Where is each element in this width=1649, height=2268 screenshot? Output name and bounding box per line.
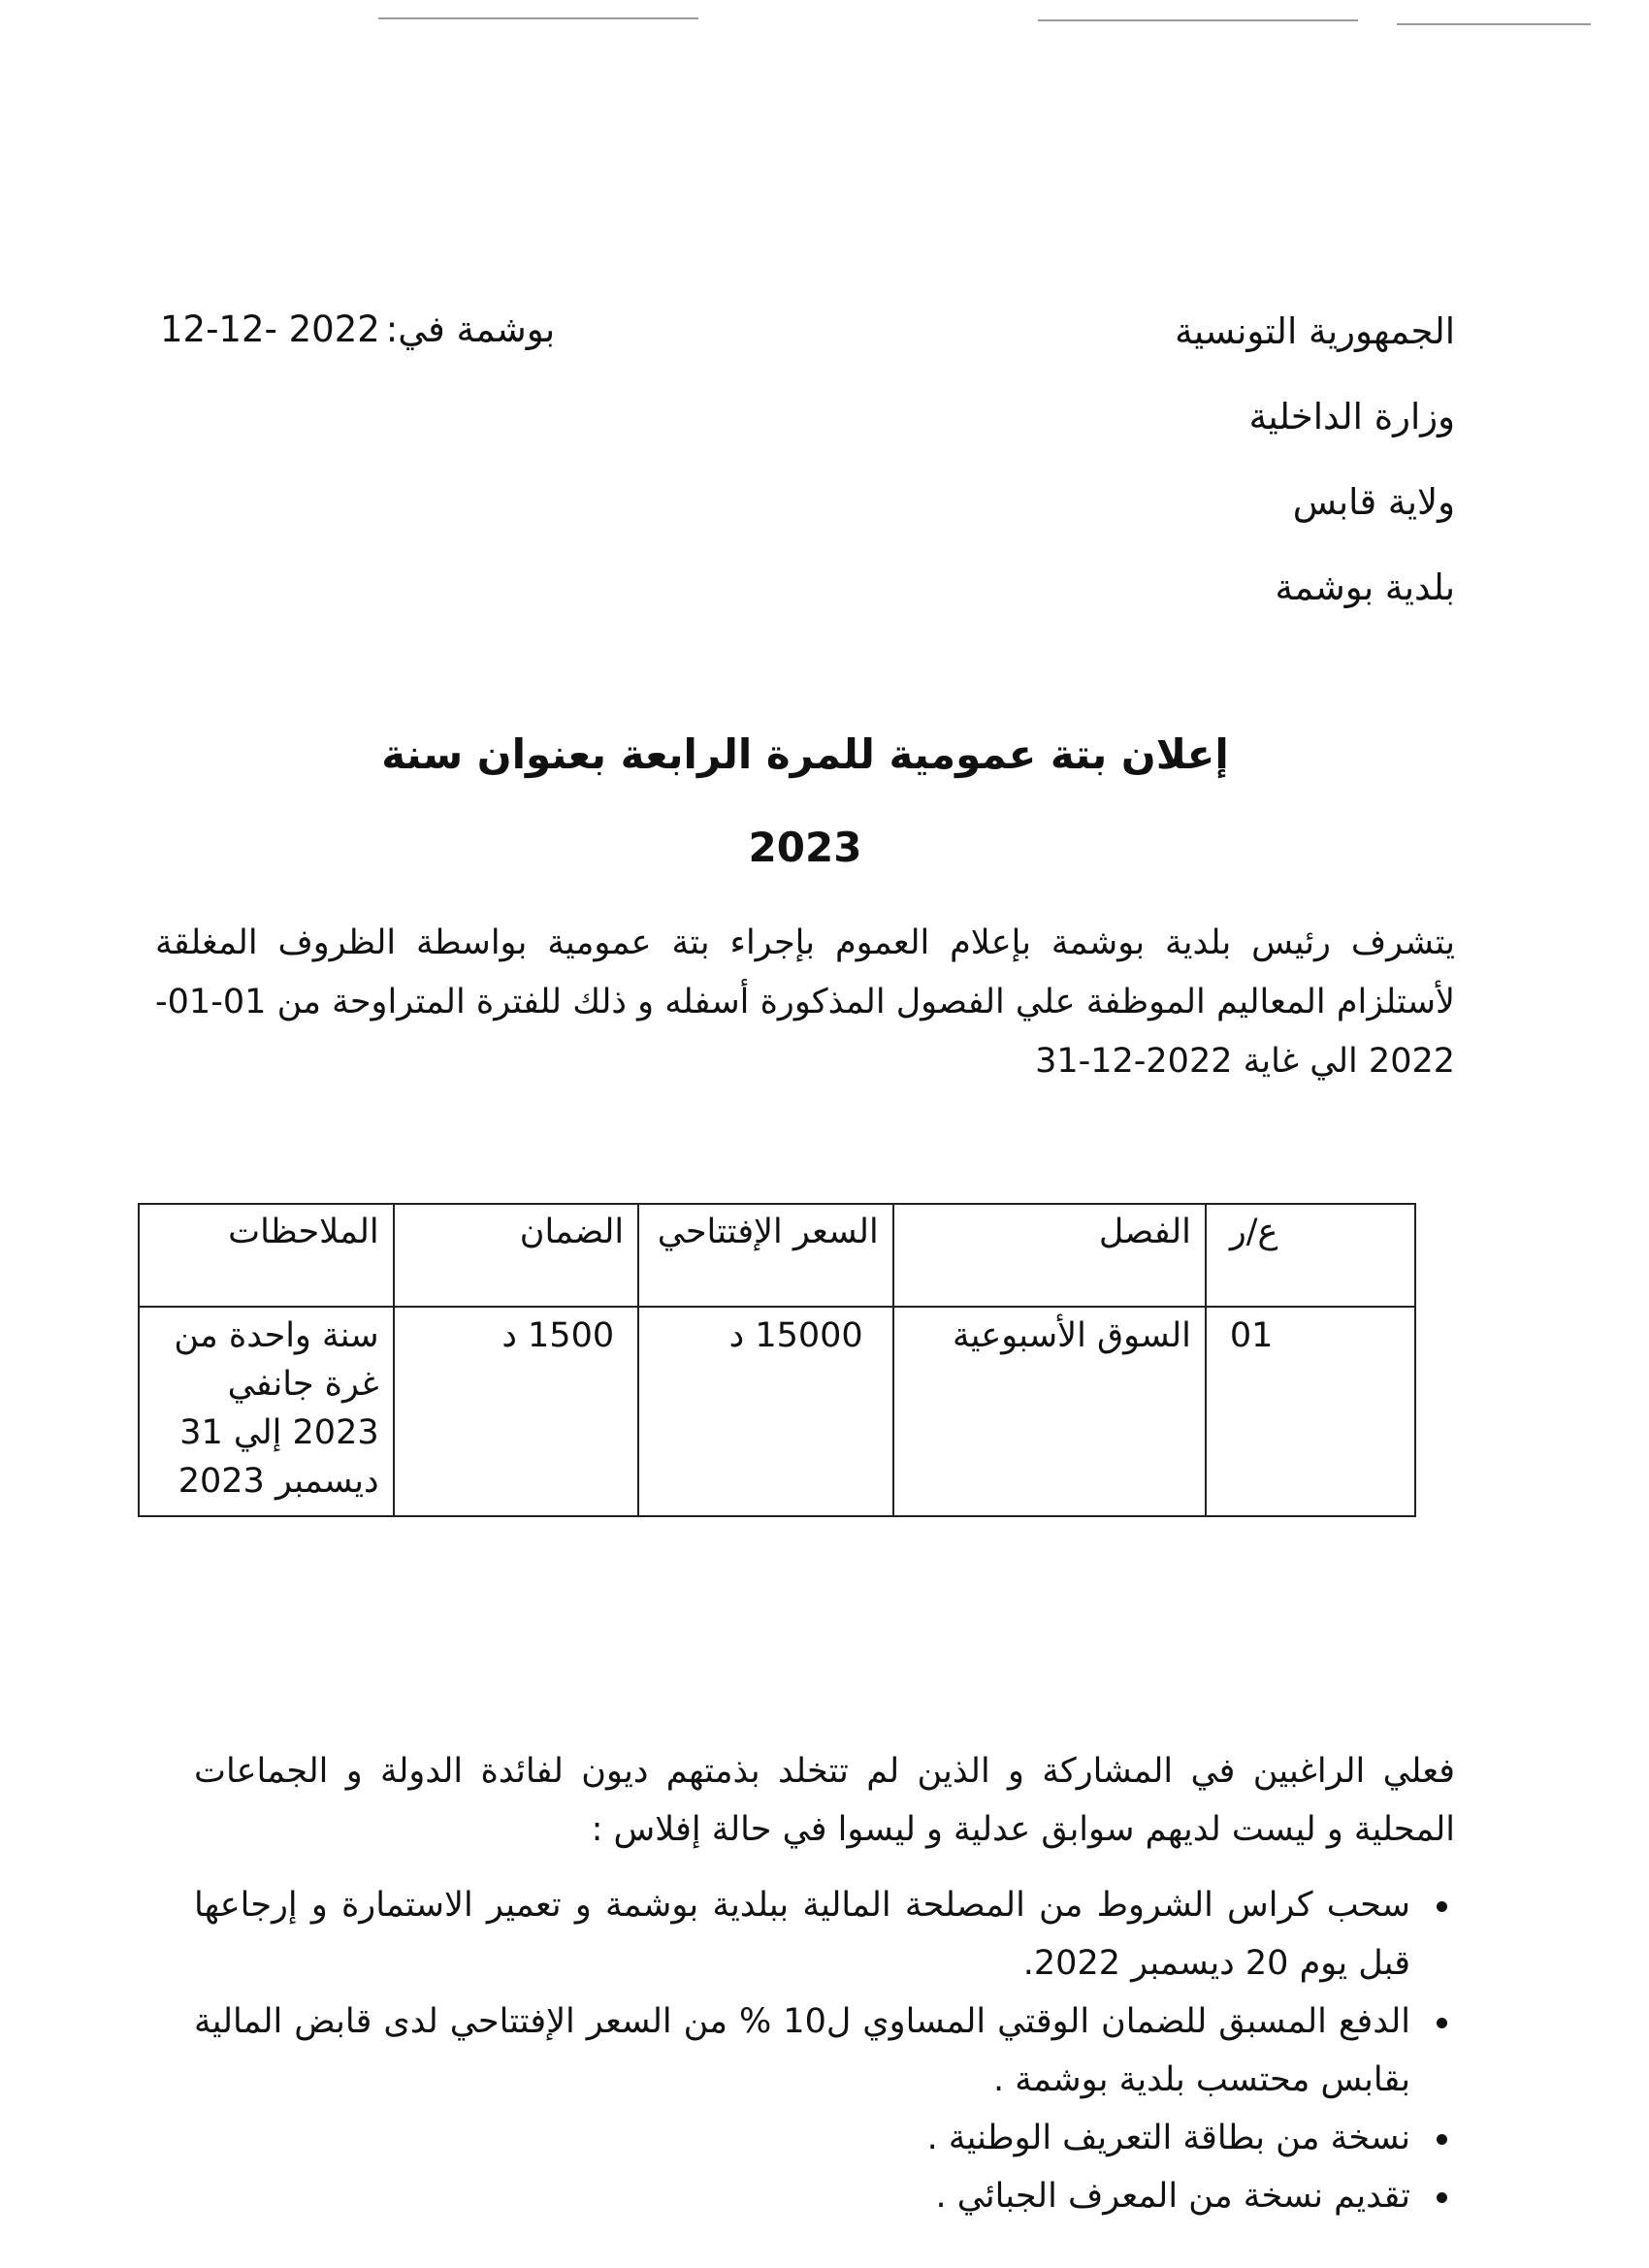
issuer-block <box>912 308 1455 650</box>
row-notes: سنة واحدة من غرة جانفي 2023 إلي 31 ديسمبر 2023 <box>139 1307 394 1516</box>
date-value: 12-12- 2022 <box>160 308 380 350</box>
header-notes: الملاحظات <box>139 1204 394 1307</box>
announcement-title: إعلان بتة عمومية للمرة الرابعة بعنوان سنة <box>381 730 1229 778</box>
issuer-ministry: وزارة الداخلية <box>1248 396 1455 437</box>
header-opening-price: السعر الإفتتاحي <box>638 1204 893 1307</box>
scan-edge-line <box>378 17 698 19</box>
date-label: بوشمة في: <box>385 308 556 350</box>
row-guarantee: 1500 د <box>394 1307 639 1516</box>
table-header-row <box>139 1204 1415 1307</box>
list-item: الدفع المسبق للضمان الوقتي المساوي ل10 % من السعر الإفتتاحي لدى قابض المالية بقابس محتسب بلدية بوشمة . <box>194 1993 1455 2109</box>
lots-table <box>138 1203 1416 1517</box>
scan-edge-line <box>1397 23 1591 25</box>
scan-edge-line <box>1038 19 1358 21</box>
list-item: سحب كراس الشروط من المصلحة المالية ببلدية بوشمة و تعمير الاستمارة و إرجاعها قبل يوم 20 ديسمبر 2022. <box>194 1876 1455 1993</box>
header-section: الفصل <box>893 1204 1206 1307</box>
issuer-country: الجمهورية التونسية <box>1175 310 1455 352</box>
row-section: السوق الأسبوعية <box>893 1307 1206 1516</box>
requirements-list <box>194 1876 1455 2225</box>
document-date <box>160 307 703 353</box>
intro-text: يتشرف رئيس بلدية بوشمة بإعلام العموم بإجراء بتة عمومية بواسطة الظروف المغلقة لأستلزام المعاليم الموظفة علي الفصول المذكورة أسفله و ذلك للفترة المتراوحة من 01-01-2022 الي غاية <box>155 923 1455 1081</box>
header-guarantee: الضمان <box>394 1204 639 1307</box>
intro-paragraph <box>155 914 1455 1091</box>
row-opening-price: 15000 د <box>638 1307 893 1516</box>
eligibility-paragraph: فعلي الراغبين في المشاركة و الذين لم تتخلد بذمتهم ديون لفائدة الدولة و الجماعات المحلية و ليست لديهم سوابق عدلية و ليسوا في حالة إفلاس : <box>194 1752 1455 1849</box>
list-item: نسخة من بطاقة التعريف الوطنية . <box>194 2109 1455 2167</box>
issuer-governorate: ولاية قابس <box>1292 481 1455 523</box>
issuer-municipality: بلدية بوشمة <box>1275 567 1455 608</box>
announcement-year: 2023 <box>748 824 862 871</box>
list-item: تقديم نسخة من المعرف الجبائي . <box>194 2167 1455 2225</box>
table-row <box>139 1307 1415 1516</box>
intro-end-date: 31-12-2022 <box>1035 1042 1233 1081</box>
header-num: ع/ر <box>1206 1204 1415 1307</box>
row-num: 01 <box>1206 1307 1415 1516</box>
